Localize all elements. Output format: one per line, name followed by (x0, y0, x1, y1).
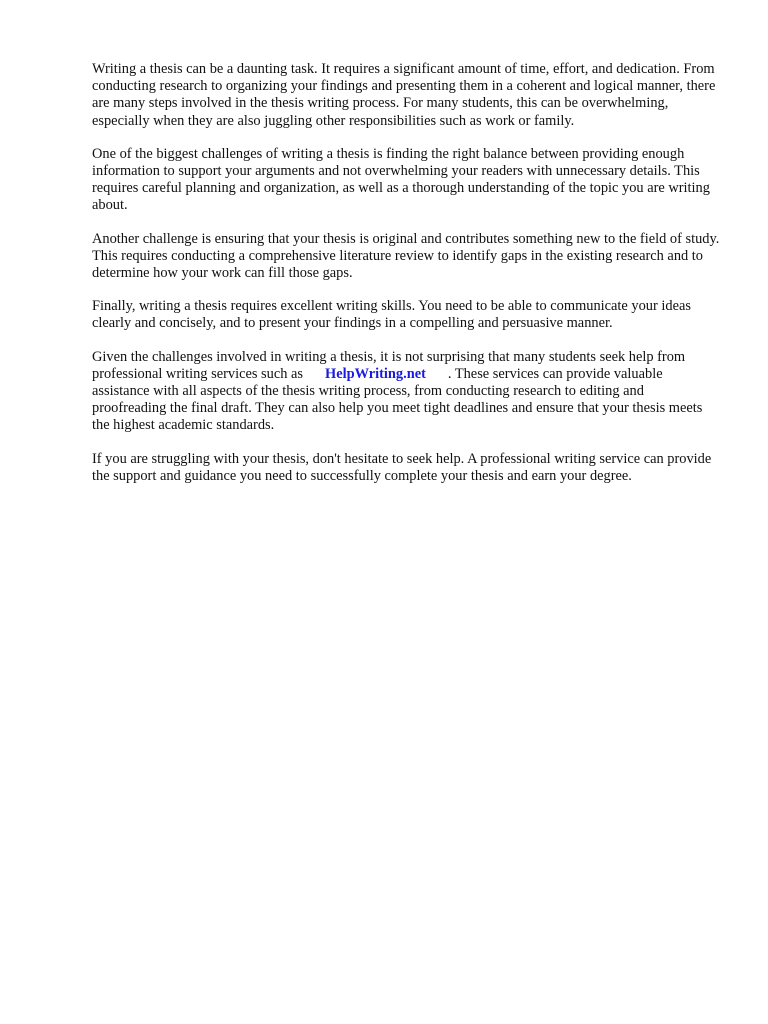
paragraph-intro: Writing a thesis can be a daunting task. It requires a significant amount of time, effort, and dedication. From conducting research to organizing your findings and presenting them in a coherent and logical manner, there are many steps involved in the thesis writing process. For many students, this can be overwhelming, especially when they are also juggling other responsibilities such as work or family. (92, 61, 716, 129)
helpwriting-link[interactable]: HelpWriting.net (325, 365, 426, 382)
paragraph-help-services (92, 349, 720, 435)
help-text-before: Given the challenges involved in writing a thesis, it is not surprising that many students seek help from professional writing services such as (92, 348, 686, 382)
paragraph-closing: If you are struggling with your thesis, don't hesitate to seek help. A professional writing service can provide the support and guidance you need to successfully complete your thesis and earn your degree. (92, 450, 712, 484)
document-body (92, 61, 720, 501)
paragraph-balance: One of the biggest challenges of writing a thesis is finding the right balance between providing enough information to support your arguments and not overwhelming your readers with unnecessary details. This requires careful planning and organization, as well as a thorough understanding of the topic you are writing about. (92, 145, 710, 214)
paragraph-writing-skills: Finally, writing a thesis requires excellent writing skills. You need to be able to communicate your ideas clearly and concisely, and to present your findings in a compelling and persuasive manner. (92, 298, 691, 332)
paragraph-originality: Another challenge is ensuring that your thesis is original and contributes something new to the field of study. This requires conducting a comprehensive literature review to identify gaps in the existing research and to determine how your work can fill those gaps. (92, 230, 720, 282)
help-text-after: . These services can provide valuable assistance with all aspects of the thesis writing process, from conducting research to editing and proofreading the final draft. They can also help you meet tight deadlines and ensure that your thesis meets the highest academic standards. (92, 365, 703, 434)
